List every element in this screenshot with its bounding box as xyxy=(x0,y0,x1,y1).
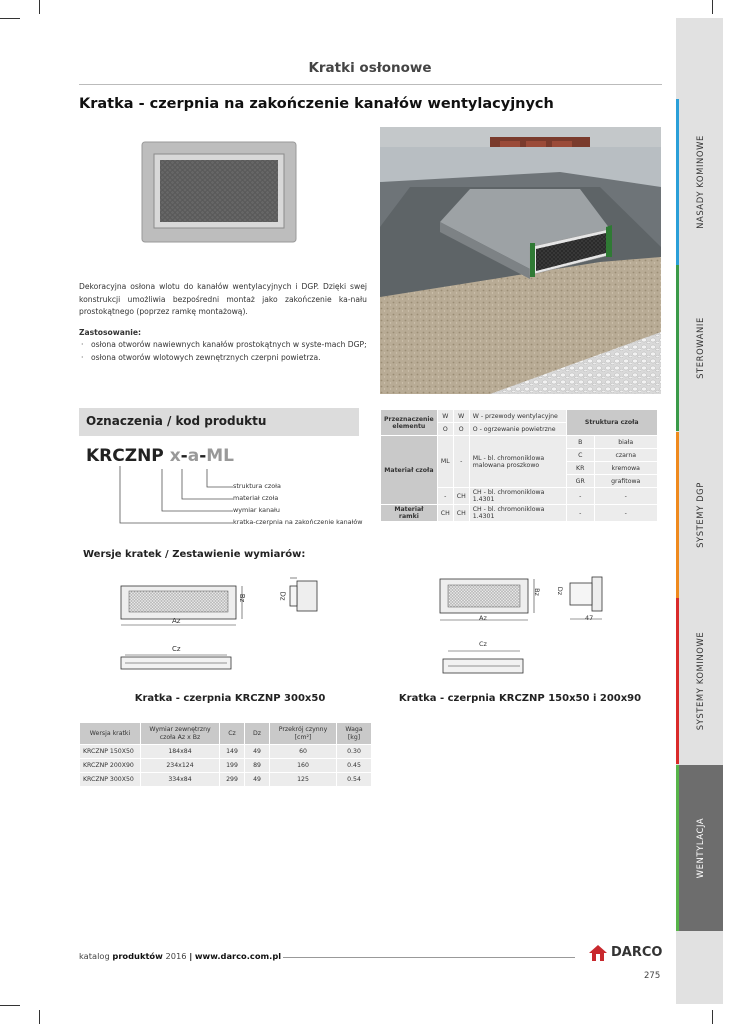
dims-header: Przekrój czynny [cm²] xyxy=(270,723,337,745)
code-dash: - xyxy=(199,446,207,466)
spec-cell: biała xyxy=(594,436,657,449)
dims-cell: 49 xyxy=(245,773,270,787)
dim-bz-label: Bz xyxy=(532,588,541,596)
footer-divider xyxy=(283,957,575,958)
dims-cell: 89 xyxy=(245,759,270,773)
sidebar-tab-color-bar xyxy=(676,99,679,265)
house-icon xyxy=(588,944,608,962)
dims-cell: 0.30 xyxy=(337,745,372,759)
sidebar-tab[interactable] xyxy=(676,432,723,598)
dims-header: Wymiar zewnętrzny czoła Az x Bz xyxy=(141,723,220,745)
sidebar-tab-color-bar xyxy=(676,432,679,598)
table-row xyxy=(80,745,372,759)
sidebar-tab-color-bar xyxy=(676,265,679,431)
dims-cell: KRCZNP 300X50 xyxy=(80,773,141,787)
spec-cell: - xyxy=(437,488,453,505)
spec-cell: CH - bl. chromoniklowa 1.4301 xyxy=(469,505,566,522)
spec-cell: O - ogrzewanie powietrzne xyxy=(469,423,566,436)
sidebar-tab-label: WENTYLACJA xyxy=(694,817,705,879)
code-dash: - xyxy=(180,446,188,466)
table-row xyxy=(80,759,372,773)
caption-left: Kratka - czerpnia KRCZNP 300x50 xyxy=(134,693,326,704)
spec-cell: W xyxy=(453,410,469,423)
dimensions-table xyxy=(79,722,372,787)
sidebar-tab-label: NASADY KOMINOWE xyxy=(694,135,705,229)
spec-cell: - xyxy=(453,436,469,488)
dims-cell: 160 xyxy=(270,759,337,773)
legend-material: materiał czoła xyxy=(233,494,279,502)
code-base: KRCZNP xyxy=(86,446,164,466)
sidebar-tab[interactable] xyxy=(676,598,723,764)
sidebar-tab[interactable] xyxy=(676,99,723,265)
darco-logo xyxy=(588,944,663,966)
code-legend-lines xyxy=(115,466,235,528)
usage-item: · osłona otworów nawiewnych kanałów prostokątnych w syste-mach DGP; xyxy=(79,339,367,352)
dims-header: Cz xyxy=(220,723,245,745)
legend-struktura: struktura czoła xyxy=(233,482,281,490)
code-var-ml: ML xyxy=(206,446,235,466)
dim-dz-label: Dz xyxy=(556,586,565,596)
spec-cell: - xyxy=(566,488,594,505)
dims-header: Wersja kratki xyxy=(80,723,141,745)
spec-cell: W - przewody wentylacyjne xyxy=(469,410,566,423)
spec-cell: W xyxy=(437,410,453,423)
dim-az-label: Az xyxy=(479,614,487,622)
spec-cell: B xyxy=(566,436,594,449)
dim-bz-label: Bz xyxy=(238,593,247,603)
dim-cz-label: Cz xyxy=(479,640,487,648)
spec-cell: Materiał ramki xyxy=(381,505,438,522)
section-title: Kratki osłonowe xyxy=(308,60,432,76)
drawing-300x50 xyxy=(112,577,352,682)
footer-url[interactable]: www.darco.com.pl xyxy=(194,951,282,961)
spec-cell: O xyxy=(453,423,469,436)
footer-year: 2016 xyxy=(165,951,187,961)
dims-cell: 125 xyxy=(270,773,337,787)
spec-cell: C xyxy=(566,449,594,462)
dims-cell: 0.45 xyxy=(337,759,372,773)
dims-header: Dz xyxy=(245,723,270,745)
dim-az-label: Az xyxy=(172,617,181,625)
code-section-header xyxy=(79,408,359,436)
installation-photo xyxy=(380,127,661,394)
dims-cell: 184x84 xyxy=(141,745,220,759)
legend-kratka: kratka-czerpnia na zakończenie kanałów xyxy=(233,518,363,526)
code-var-a: a xyxy=(187,446,200,466)
code-var-x: x xyxy=(169,446,181,466)
dims-cell: KRCZNP 200X90 xyxy=(80,759,141,773)
spec-cell: - xyxy=(594,488,657,505)
footer-produktow: produktów xyxy=(112,951,163,961)
dims-cell: KRCZNP 150X50 xyxy=(80,745,141,759)
spec-table xyxy=(380,409,658,522)
footer-catalog: katalog xyxy=(79,951,110,961)
dims-header: Waga [kg] xyxy=(337,723,372,745)
code-section-heading: Oznaczenia / kod produktu xyxy=(86,414,267,428)
footer-separator: | xyxy=(189,951,193,961)
spec-cell: ML xyxy=(437,436,453,488)
brand-name: DARCO xyxy=(611,945,663,960)
sidebar-tab-label: SYSTEMY DGP xyxy=(694,482,705,548)
dim-47-label: 47 xyxy=(585,614,594,622)
page-title: Kratka - czerpnia na zakończenie kanałów wentylacyjnych xyxy=(79,96,554,112)
spec-cell: Struktura czoła xyxy=(566,410,657,436)
product-code xyxy=(86,446,234,466)
sidebar-tab-color-bar xyxy=(676,598,679,764)
spec-cell: czarna xyxy=(594,449,657,462)
dims-cell: 0.54 xyxy=(337,773,372,787)
footer xyxy=(79,951,281,961)
spec-cell: Przeznaczenie elementu xyxy=(381,410,438,436)
spec-cell: kremowa xyxy=(594,462,657,475)
dims-cell: 234x124 xyxy=(141,759,220,773)
usage-heading: Zastosowanie: xyxy=(79,327,142,337)
sidebar-tab-label: SYSTEMY KOMINOWE xyxy=(694,631,705,731)
dims-cell: 49 xyxy=(245,745,270,759)
dims-cell: 149 xyxy=(220,745,245,759)
dim-dz-label: Dz xyxy=(278,591,287,601)
spec-cell: CH xyxy=(437,505,453,522)
spec-cell: ML - bl. chromoniklowa malowana proszkowo xyxy=(469,436,566,488)
dims-cell: 334x84 xyxy=(141,773,220,787)
dims-cell: 299 xyxy=(220,773,245,787)
spec-cell: CH - bl. chromoniklowa 1.4301 xyxy=(469,488,566,505)
caption-right: Kratka - czerpnia KRCZNP 150x50 i 200x90 xyxy=(398,693,642,704)
spec-cell: KR xyxy=(566,462,594,475)
sidebar-tab[interactable] xyxy=(676,765,723,931)
spec-cell: CH xyxy=(453,488,469,505)
spec-cell: - xyxy=(566,505,594,522)
drawing-150x50-200x90 xyxy=(436,575,606,685)
description-text: Dekoracyjna osłona wlotu do kanałów wentylacyjnych i DGP. Dzięki swej konstrukcji umożliwia bezpośredni montaż jako zakończenie ka-nału prostokątnego (poprzez ramkę montażową). xyxy=(79,282,367,317)
sidebar-tab-color-bar xyxy=(676,765,679,931)
spec-cell: O xyxy=(437,423,453,436)
usage-item: · osłona otworów wlotowych zewnętrznych czerpni powietrza. xyxy=(79,352,367,365)
grille-product-image xyxy=(140,140,300,246)
spec-cell: GR xyxy=(566,475,594,488)
spec-cell: CH xyxy=(453,505,469,522)
spec-cell: - xyxy=(594,505,657,522)
spec-cell: Materiał czoła xyxy=(381,436,438,505)
spec-cell: grafitowa xyxy=(594,475,657,488)
title-divider xyxy=(79,84,662,85)
sidebar-tab-label: STEROWANIE xyxy=(694,317,705,379)
versions-heading: Wersje kratek / Zestawienie wymiarów: xyxy=(83,549,306,560)
table-row xyxy=(80,773,372,787)
dims-cell: 60 xyxy=(270,745,337,759)
page-number: 275 xyxy=(644,971,661,981)
dim-cz-label: Cz xyxy=(172,645,181,653)
sidebar-tab[interactable] xyxy=(676,265,723,431)
legend-wymiar: wymiar kanału xyxy=(233,506,280,514)
dims-cell: 199 xyxy=(220,759,245,773)
